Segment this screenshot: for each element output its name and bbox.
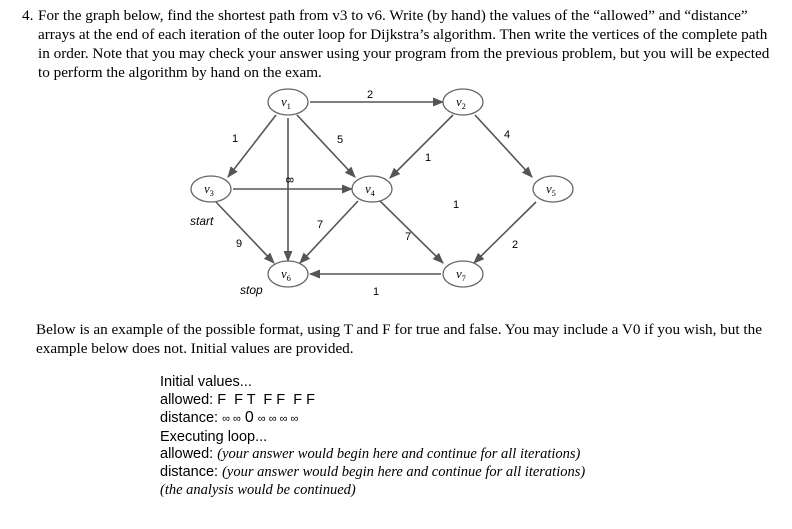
weight-v3-v4: 1: [452, 199, 460, 211]
edge-v3-v6: [216, 202, 274, 263]
vertex-label-v2: $v_2$: [456, 95, 466, 111]
distance-label: distance:: [160, 410, 219, 427]
distance-initial-row: [160, 409, 760, 429]
edge-v2-v4: [390, 115, 453, 178]
problem-number: 4.: [22, 7, 34, 24]
stop-label: stop: [240, 283, 263, 297]
edge-v4-v6: [300, 201, 358, 263]
format-instructions: Below is an example of the possible format, using T and F for true and false. You may include a V0 if you wish, but the example below does not. Initial values are provided.: [36, 321, 762, 357]
weight-v1-v2: 2: [366, 89, 374, 101]
distance-infinity-a: ∞ ∞: [222, 413, 241, 426]
distance-loop-row: [160, 464, 760, 482]
edge-v1-v3: [228, 115, 276, 177]
start-label: start: [190, 214, 214, 228]
edge-v2-v5: [475, 115, 532, 177]
allowed-label: allowed:: [160, 391, 214, 408]
analysis-note: (the analysis would be continued): [160, 481, 356, 498]
vertex-label-v7: $v_7$: [456, 267, 466, 283]
problem-text: For the graph below, find the shortest path from v3 to v6. Write (by hand) the values of the “allowed” and “distance” arrays at the end of each iteration of the outer loop for Dijkstra’s algorithm. Then write the vertices of the complete path in order. Note that you may check your answer using your program from the previous problem, but you will be expected to perform the algorithm by hand on the exam.: [38, 7, 770, 81]
allowed-note: (your answer would begin here and continue for all iterations): [217, 446, 581, 463]
distance-zero: 0: [244, 409, 254, 427]
allowed-loop-label: allowed:: [160, 446, 214, 463]
edge-v5-v7: [474, 202, 536, 263]
vertex-label-v6: $v_6$: [281, 267, 291, 283]
example-format: [160, 374, 760, 499]
initial-values-label: Initial values...: [160, 374, 252, 390]
weight-v1-v3: 1: [231, 133, 239, 145]
weight-v1-v6: 8: [283, 176, 295, 184]
allowed-loop-row: [160, 446, 760, 464]
weight-v1-v4: 5: [336, 134, 344, 146]
distance-loop-label: distance:: [160, 463, 219, 480]
vertex-label-v3: $v_3$: [204, 182, 214, 198]
vertex-label-v1: $v_1$: [281, 95, 291, 111]
weight-v2-v4: 1: [424, 152, 432, 164]
vertex-label-v5: $v_5$: [546, 182, 556, 198]
weight-v3-v6: 9: [235, 238, 243, 250]
edge-v4-v7: [380, 201, 443, 263]
vertex-label-v4: $v_4$: [365, 182, 375, 198]
distance-note: (your answer would begin here and continue for all iterations): [222, 463, 586, 480]
weight-v7-v6: 1: [372, 286, 380, 298]
weight-v4-v6: 7: [316, 219, 324, 231]
weight-v5-v7: 2: [511, 239, 519, 251]
allowed-initial-values: F F T F F F F: [217, 391, 315, 408]
executing-loop-label: Executing loop...: [160, 428, 268, 445]
weight-v2-v5: 4: [503, 129, 511, 141]
edge-v1-v4: [297, 115, 355, 177]
distance-infinity-b: ∞ ∞ ∞ ∞: [257, 413, 299, 426]
allowed-initial-row: [160, 392, 760, 410]
weight-v4-v7: 7: [404, 231, 412, 243]
